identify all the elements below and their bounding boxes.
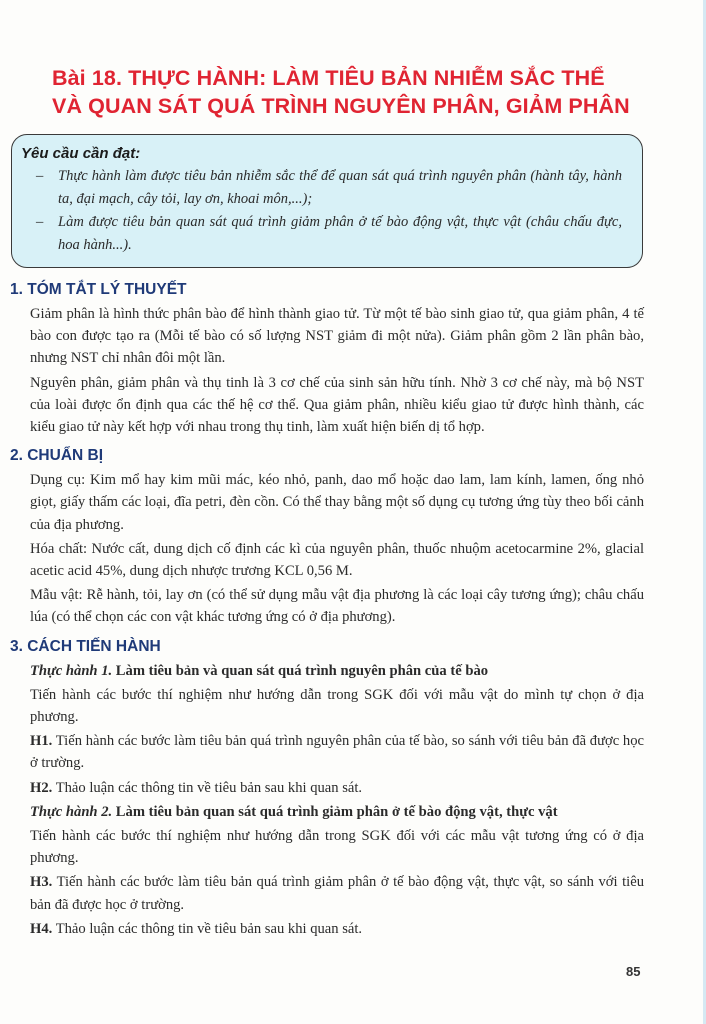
practice-1-text: Tiến hành các bước thí nghiệm như hướng dẫn trong SGK đối với mẫu vật do mình tự chọn ở địa phương. [30, 686, 644, 726]
requirement-item [36, 211, 622, 257]
requirements-heading: Yêu cầu cần đạt: [21, 145, 141, 162]
practice-2-title [30, 801, 644, 823]
dash-bullet: – [36, 168, 44, 184]
practice-1-title [30, 660, 644, 682]
page-number: 85 [626, 964, 641, 980]
question-h1 [30, 730, 644, 774]
question-h4 [30, 918, 644, 940]
question-label: H2. [30, 779, 53, 796]
question-text: Tiến hành các bước làm tiêu bản quá trình nguyên phân của tế bào, so sánh với tiêu bản đã được học ở trường. [30, 733, 644, 772]
section-heading-theory: 1. TÓM TẮT LÝ THUYẾT [10, 281, 187, 298]
section-heading-procedure: 3. CÁCH TIẾN HÀNH [10, 637, 161, 655]
dash-bullet: – [36, 214, 44, 230]
question-text: Tiến hành các bước làm tiêu bản quá trình giảm phân ở tế bào động vật, thực vật, so sánh với tiêu bản đã được học ở trường. [30, 874, 644, 913]
requirement-item [36, 165, 622, 211]
paragraph-chemicals: Hóa chất: Nước cất, dung dịch cố định các kì của nguyên phân, thuốc nhuộm acetocarmine 2%, glacial acetic acid 45%, dung dịch nhược trương KCL 0,56 M. [30, 540, 644, 580]
practice-2-text: Tiến hành các bước thí nghiệm như hướng dẫn trong SGK đối với các mẫu vật tương ứng có ở địa phương. [30, 828, 644, 867]
question-text: Thảo luận các thông tin về tiêu bản sau khi quan sát. [55, 779, 363, 796]
practice-title: Làm tiêu bản và quan sát quá trình nguyên phân của tế bào [115, 662, 489, 679]
question-h3 [30, 871, 644, 915]
paragraph: Nguyên phân, giảm phân và thụ tinh là 3 cơ chế của sinh sản hữu tính. Nhờ 3 cơ chế này, mà bộ NST của loài được ổn định qua các thế hệ cơ thể. Qua giảm phân, nhiều kiểu giao tử được hình thành, các kiểu giao tử này kết hợp với nhau trong thụ tinh, làm xuất hiện biến dị tổ hợp. [30, 374, 644, 436]
lesson-title [52, 64, 672, 120]
requirements-box [11, 134, 643, 268]
practice-title: Làm tiêu bản quan sát quá trình giảm phân ở tế bào động vật, thực vật [115, 803, 558, 820]
paragraph-tools: Dụng cụ: Kim mổ hay kim mũi mác, kéo nhỏ, panh, dao mổ hoặc dao lam, lam kính, lamen, ống nhỏ giọt, giấy thấm các loại, đĩa petri, đèn cồn. Có thể thay bằng một số dụng cụ tương ứng tùy theo bối cảnh của địa phương. [30, 472, 644, 533]
practice-label: Thực hành 1. [30, 662, 113, 679]
question-h2 [30, 777, 644, 799]
paragraph-specimens: Mẫu vật: Rễ hành, tỏi, lay ơn (có thể sử dụng mẫu vật địa phương là các loại cây tương ứng); châu chấu lúa (có thể chọn các con vật khác tương ứng có ở địa phương). [30, 587, 644, 626]
paragraph: Giảm phân là hình thức phân bào để hình thành giao tử. Từ một tế bào sinh giao tử, qua giảm phân, 4 tế bào con được tạo ra (Mỗi tế bào có số lượng NST giảm đi một nửa). Giảm phân gồm 2 lần phân bào, nhưng NST chỉ nhân đôi một lần. [30, 306, 644, 367]
lesson-title-line-2: VÀ QUAN SÁT QUÁ TRÌNH NGUYÊN PHÂN, GIẢM PHÂN [52, 94, 630, 118]
question-label: H4. [30, 920, 53, 937]
requirement-text: Làm được tiêu bản quan sát quá trình giảm phân ở tế bào động vật, thực vật (châu chấu đực, hoa hành...). [58, 214, 622, 253]
question-text: Thảo luận các thông tin về tiêu bản sau khi quan sát. [55, 920, 363, 937]
lesson-title-line-1: Bài 18. THỰC HÀNH: LÀM TIÊU BẢN NHIỄM SẮC THỂ [52, 66, 605, 90]
requirement-text: Thực hành làm được tiêu bản nhiễm sắc thể để quan sát quá trình nguyên phân (hành tây, hành ta, đại mạch, cây tỏi, lay ơn, khoai môn,...); [58, 168, 622, 207]
practice-label: Thực hành 2. [30, 803, 113, 820]
question-label: H1. [30, 733, 53, 750]
question-label: H3. [30, 874, 53, 891]
section-heading-preparation: 2. CHUẨN BỊ [10, 447, 104, 465]
